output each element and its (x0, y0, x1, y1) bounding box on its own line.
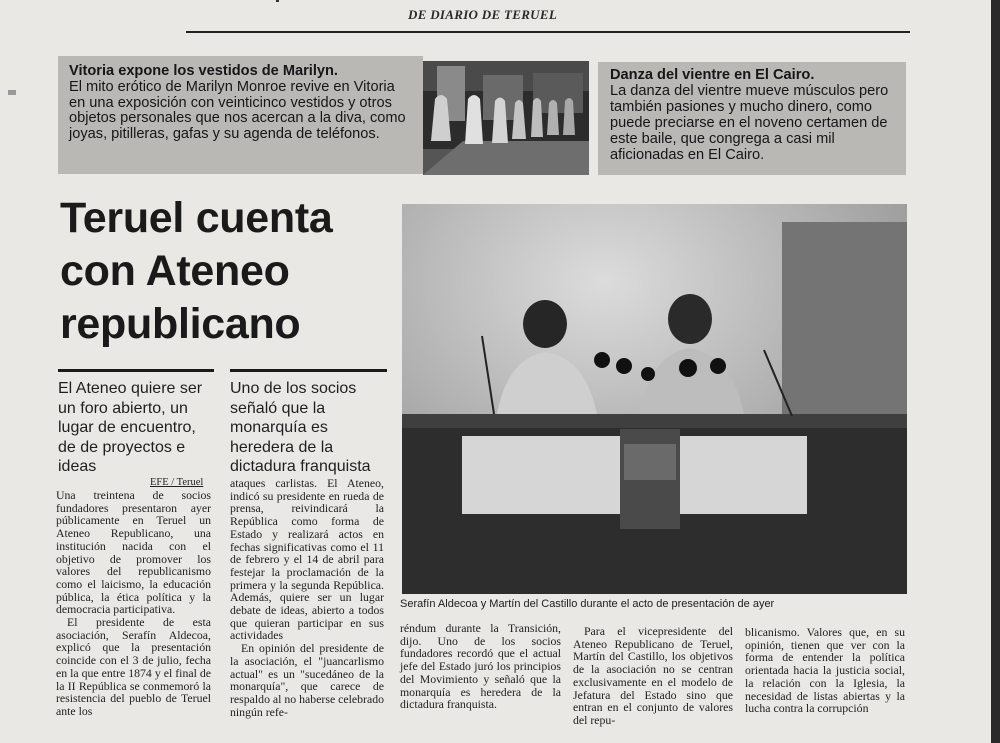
teaser-text (58, 56, 423, 143)
body-column-5 (745, 626, 905, 715)
byline: EFE / Teruel (150, 477, 204, 488)
teaser-title: Danza del vientre en El Cairo. (610, 67, 815, 83)
press-conference-image (402, 204, 907, 594)
photo-caption: Serafín Aldecoa y Martín del Castillo durante el acto de presentación de ayer (400, 598, 775, 610)
paragraph: ataques carlistas. El Ateneo, indicó su presidente en rueda de prensa, reivindicará la República como forma de Estado y realizará actos en fechas significativas como el 11 de febrero y el 14 de abril para festejar la proclamación de la primera y la segunda República. Además, quiere ser un lugar debate de ideas, abierto a todos que quieran participar en sus actividades (230, 476, 384, 643)
deck-rule-left (58, 369, 214, 372)
paragraph: El presidente de esta asociación, Serafín Aldecoa, explicó que la presentación coincide con el 3 de julio, fecha en la que entre 1874 y el final de la II República se conmemoró la resistencia del pueblo de Teruel ante los (56, 615, 211, 718)
deck-right: Uno de los socios señaló que la monarquía es heredera de la dictadura franquista (230, 380, 371, 475)
body-column-1 (56, 489, 211, 718)
paragraph: Una treintena de socios fundadores presentaron ayer públicamente en Teruel un Ateneo Republicano, una institución nacida con el objetivo de promover los valores del republicanismo como el laicismo, la educación pública, la ética política y la democracia participativa. (56, 488, 211, 617)
scan-smudge (8, 90, 16, 95)
top-rule (186, 31, 910, 33)
article-headline: Teruel cuenta con Ateneo republicano (60, 194, 333, 348)
teaser-danza (598, 62, 906, 175)
deck-rule-right (230, 369, 387, 372)
teaser-body: La danza del vientre mueve músculos pero también pasiones y mucho dinero, como puede preciarse en el noveno certamen de este baile, que congrega a casi mil aficionadas en El Cairo. (610, 83, 889, 163)
press-conference-photo (402, 204, 907, 594)
deck-left: El Ateneo quiere ser un foro abierto, un lugar de encuentro, de de proyectos e ideas (58, 380, 203, 475)
teaser-title: Vitoria expone los vestidos de Marilyn. (69, 63, 338, 79)
paragraph: blicanismo. Valores que, en su opinión, tienen que ver con la forma de entender la política orientada hacia la justicia social, la relación con la Iglesia, la necesidad de listas abiertas y la lucha contra la corrupción (745, 625, 905, 716)
paragraph: Para el vicepresidente del Ateneo Republicano de Teruel, Martín del Castillo, los objetivos de la asociación no se centran exclusivamente en el modelo de Jefatura del Estado sino que entran en el conjunto de valores del repu- (573, 624, 733, 727)
body-column-2 (230, 477, 384, 718)
body-column-3 (400, 622, 561, 711)
teaser-marilyn (58, 56, 423, 174)
exhibition-photo (423, 61, 589, 175)
exhibition-photo-image (423, 61, 589, 175)
paragraph: En opinión del presidente de la asociación, el "juancarlismo actual" es un "sucedáneo de la monarquía", que carece de respaldo al no haberse celebrado ningún refe- (230, 641, 384, 719)
teaser-text (598, 62, 906, 163)
section-label: DE DIARIO DE TERUEL (408, 7, 558, 22)
scan-edge (991, 0, 1000, 743)
teaser-body: El mito erótico de Marilyn Monroe revive en Vitoria en una exposición con veinticinco vestidos y otros objetos personales que nos acercan a la diva, como joyas, pitilleras, gafas y su agenda de teléfonos. (69, 78, 406, 143)
cut-headline-fragment (266, 0, 279, 2)
body-column-4 (573, 625, 733, 727)
paragraph: réndum durante la Transición, dijo. Uno de los socios fundadores recordó que el actual jefe del Estado juró los principios del Movimiento y señaló que la monarquía es heredera de la dictadura franquista. (400, 621, 561, 712)
